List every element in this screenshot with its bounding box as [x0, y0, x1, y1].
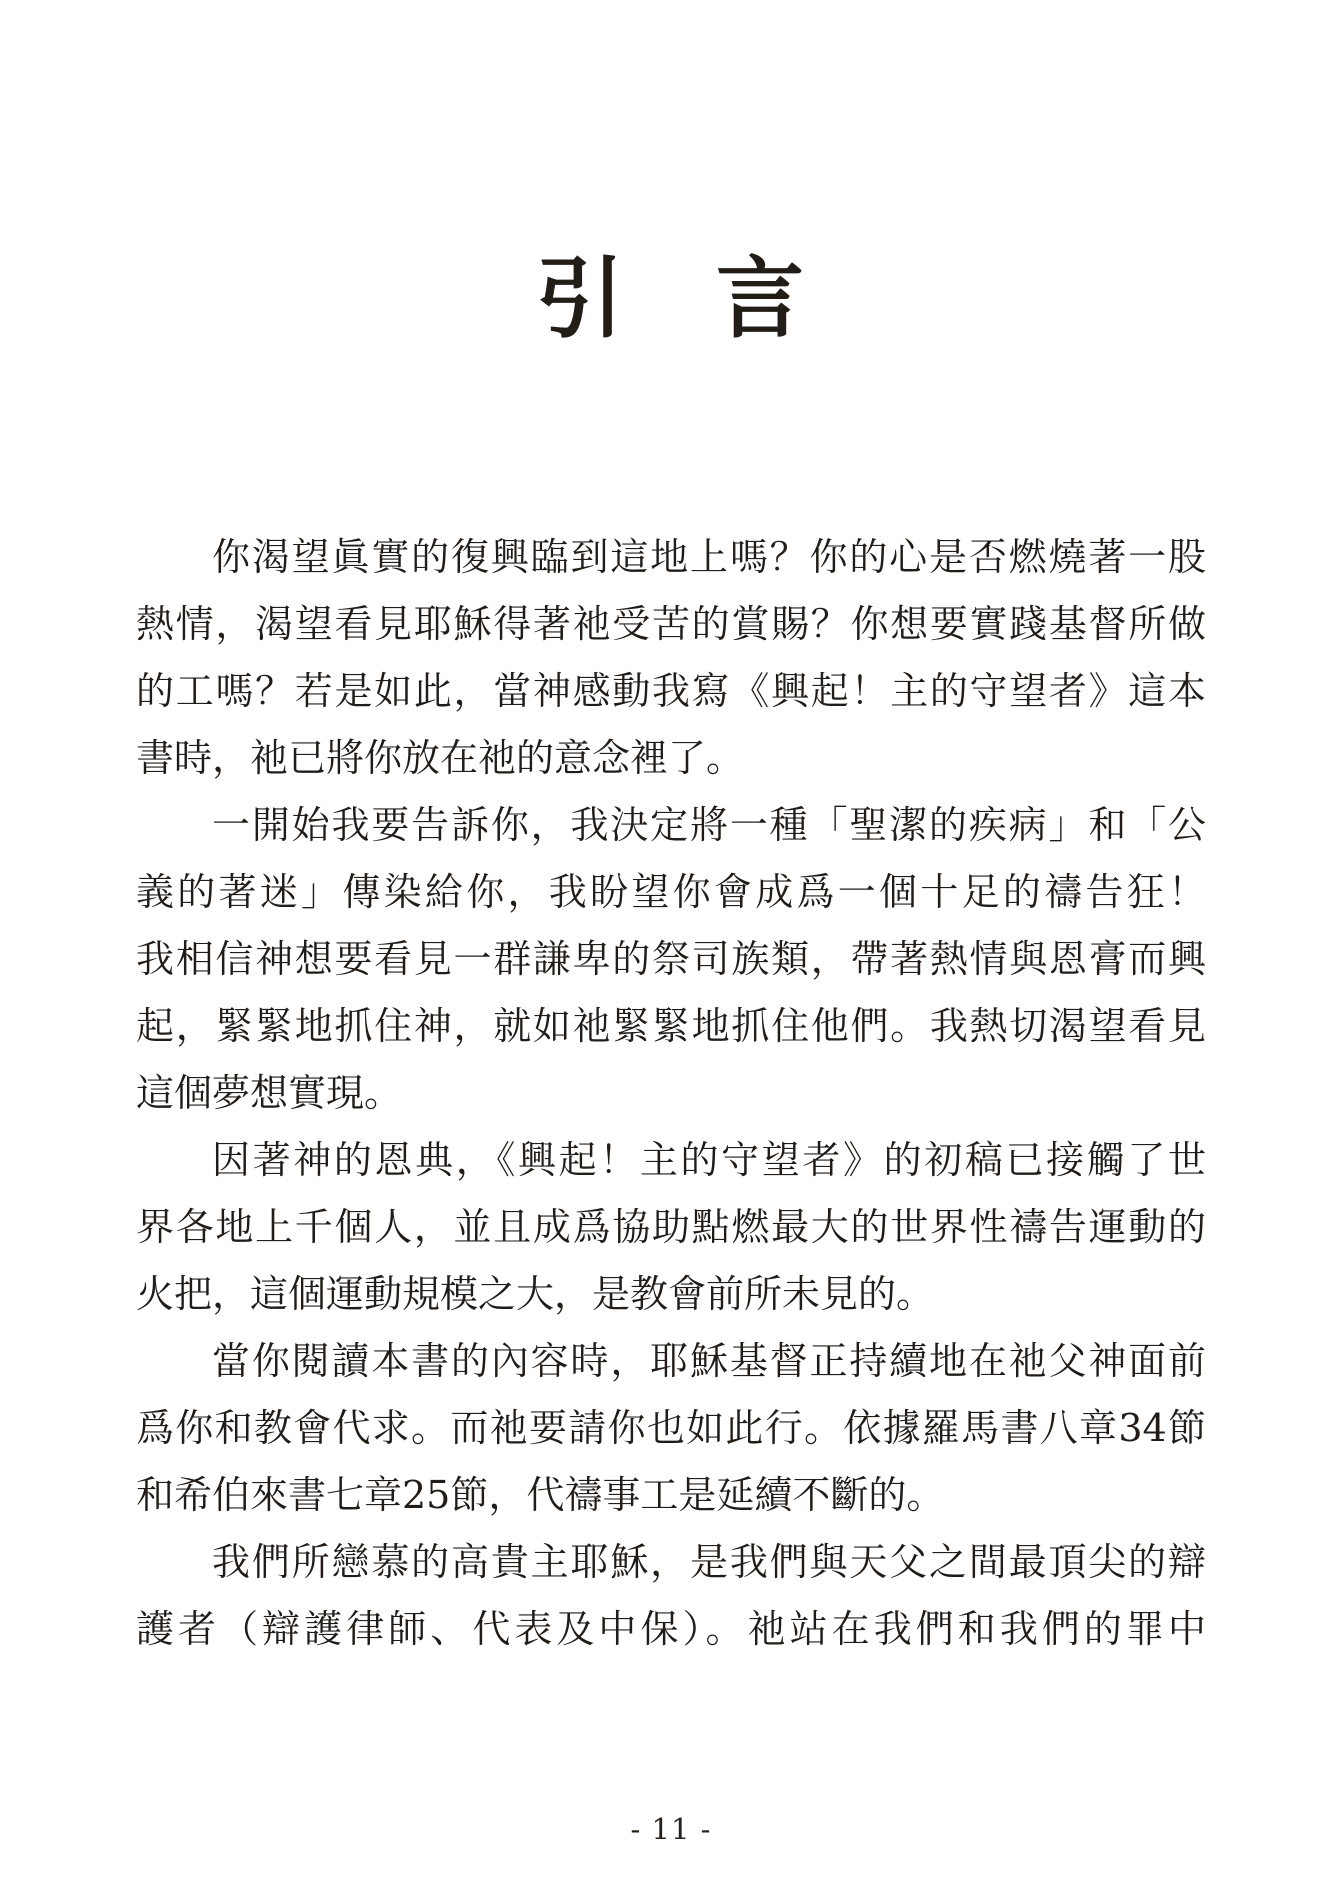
text-line: 因著神的恩典，《興起！主的守望者》的初稿已接觸了世 [212, 1138, 1206, 1182]
paragraph [136, 1529, 1206, 1663]
text-line: 一開始我要告訴你，我決定將一種「聖潔的疾病」和「公 [212, 803, 1206, 847]
body-text [136, 524, 1206, 1663]
text-line: 護者（辯護律師、代表及中保）。祂站在我們和我們的罪中 [136, 1607, 1206, 1651]
paragraph [136, 1127, 1206, 1328]
text-line: 起，緊緊地抓住神，就如祂緊緊地抓住他們。我熱切渴望看見 [136, 1004, 1206, 1048]
text-line: 你渴望眞實的復興臨到這地上嗎？你的心是否燃燒著一股 [212, 535, 1206, 579]
text-line: 我們所戀慕的高貴主耶穌，是我們與天父之間最頂尖的辯 [212, 1540, 1206, 1584]
text-line: 的工嗎？若是如此，當神感動我寫《興起！主的守望者》這本 [136, 669, 1206, 713]
text-line: 和希伯來書七章25節，代禱事工是延續不斷的。 [136, 1473, 945, 1517]
text-line: 熱情，渴望看見耶穌得著祂受苦的賞賜？你想要實踐基督所做 [136, 602, 1206, 646]
paragraph [136, 524, 1206, 792]
text-line: 火把，這個運動規模之大，是教會前所未見的。 [136, 1272, 935, 1316]
page-title: 引 言 [535, 246, 806, 350]
text-line: 這個夢想實現。 [136, 1071, 403, 1115]
paragraph [136, 1328, 1206, 1529]
page-number: - 11 - [630, 1812, 712, 1846]
text-line: 我相信神想要看見一群謙卑的祭司族類，帶著熱情與恩膏而興 [136, 937, 1206, 981]
text-line: 爲你和教會代求。而祂要請你也如此行。依據羅馬書八章34節 [136, 1406, 1206, 1450]
text-line: 界各地上千個人，並且成爲協助點燃最大的世界性禱告運動的 [136, 1205, 1206, 1249]
paragraph [136, 792, 1206, 1127]
text-line: 當你閱讀本書的內容時，耶穌基督正持續地在祂父神面前 [212, 1339, 1206, 1383]
text-line: 書時，祂已將你放在祂的意念裡了。 [136, 736, 745, 780]
text-line: 義的著迷」傳染給你，我盼望你會成爲一個十足的禱告狂！ [136, 870, 1206, 914]
